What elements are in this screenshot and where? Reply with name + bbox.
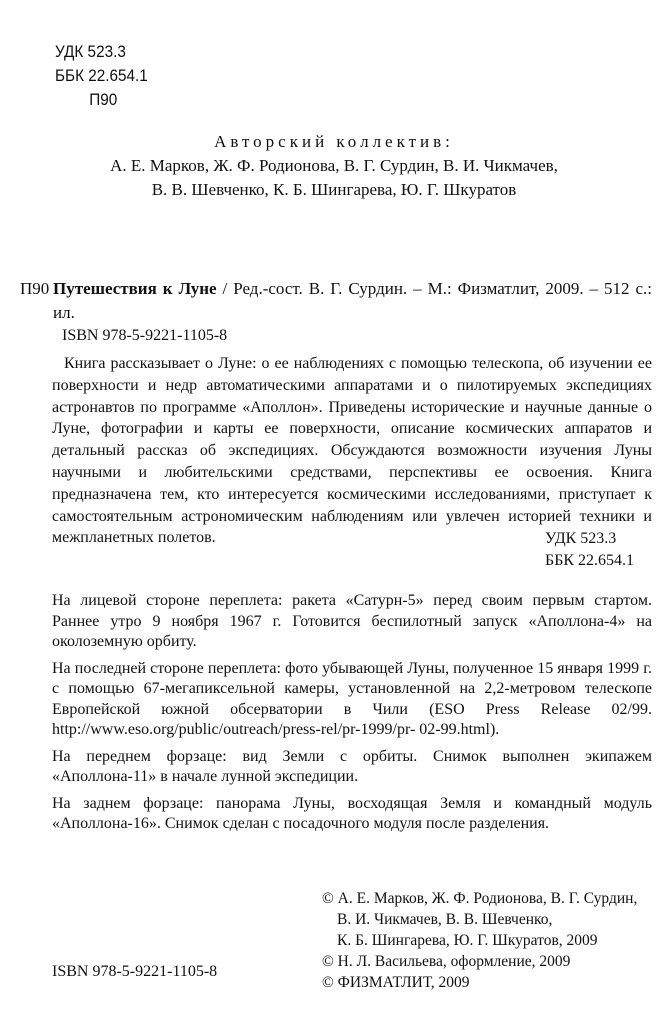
authors-line: А. Е. Марков, Ж. Ф. Родионова, В. Г. Сурдин, В. И. Чикмачев, — [110, 156, 558, 175]
author-mark: П90 — [89, 90, 118, 109]
udk-code: УДК 523.3 — [55, 42, 126, 61]
copyright-line: © ФИЗМАТЛИТ, 2009 — [322, 974, 470, 991]
udk-code: УДК 523.3 — [545, 530, 617, 547]
authors-line: В. В. Шевченко, К. Б. Шингарева, Ю. Г. Шкуратов — [151, 180, 517, 199]
classification-top — [55, 40, 148, 112]
cover-notes — [52, 591, 652, 841]
isbn: ISBN 978-5-9221-1105-8 — [62, 327, 228, 344]
note-back-endpaper: На заднем форзаце: панорама Луны, восходящая Земля и командный модуль «Аполлона-16». Снимок сделан с посадочного модуля после разделения. — [52, 794, 652, 832]
note-front-cover: На лицевой стороне переплета: ракета «Сатурн-5» перед своим первым стартом. Раннее утро 9 ноября 1967 г. Готовится беспилотный запуск «Аполлона-4» на околоземную орбиту. — [52, 592, 652, 650]
copyright-line: К. Б. Шингарева, Ю. Г. Шкуратов, 2009 — [337, 932, 598, 949]
classification-bottom — [545, 528, 634, 572]
note-front-endpaper: На переднем форзаце: вид Земли с орбиты. Снимок выполнен экипажем «Аполлона-11» в начале лунной экспедиции. — [52, 747, 652, 785]
copyright-line: © А. Е. Марков, Ж. Ф. Родионова, В. Г. Сурдин, — [322, 890, 638, 907]
authors-heading: Авторский коллектив: — [214, 132, 454, 151]
copyright-line: © Н. Л. Васильева, оформление, 2009 — [322, 953, 571, 970]
bibliographic-record — [20, 277, 652, 325]
bbk-code: ББК 22.654.1 — [55, 66, 148, 85]
author-mark: П90 — [20, 279, 50, 298]
copyright-line: В. И. Чикмачев, В. В. Шевченко, — [337, 911, 553, 928]
authors-block — [60, 130, 608, 202]
book-title: Путешествия к Луне — [53, 279, 217, 298]
isbn-bottom: ISBN 978-5-9221-1105-8 — [52, 963, 218, 980]
publication-details: / Ред.-сост. В. Г. Сурдин. – М.: Физматлит, 2009. – 512 с.: ил. — [53, 279, 652, 322]
bbk-code: ББК 22.654.1 — [545, 552, 635, 569]
note-back-cover: На последней стороне переплета: фото убывающей Луны, полученное 15 января 1999 г. с помощью 67-мегапиксельной камеры, установленной на 2,2-метровом телескопе Европейской южной обсерватории в Чили (ESO Press Release 02/99. http://www.eso.org/public/outreach/press-rel/pr-1999/pr- 02-99.html). — [52, 659, 652, 738]
copyright-block — [322, 888, 637, 993]
abstract: Книга рассказывает о Луне: о ее наблюдениях с помощью телескопа, об изучении ее поверхности и недр автоматическими аппаратами и о пилотируемых экспедициях астронавтов по программе «Аполлон». Приведены исторические и научные данные о Луне, фотографии и карты ее поверхности, описание космических аппаратов и детальный рассказ об экспедициях. Обсуждаются возможности изучения Луны научными и любительскими средствами, перспективы ее освоения. Книга предназначена тем, кто интересуется космическими исследованиями, приступает к самостоятельным астрономическим наблюдениям или увлечен историей техники и межпланетных полетов. — [52, 355, 652, 547]
bibliographic-description — [53, 277, 652, 325]
